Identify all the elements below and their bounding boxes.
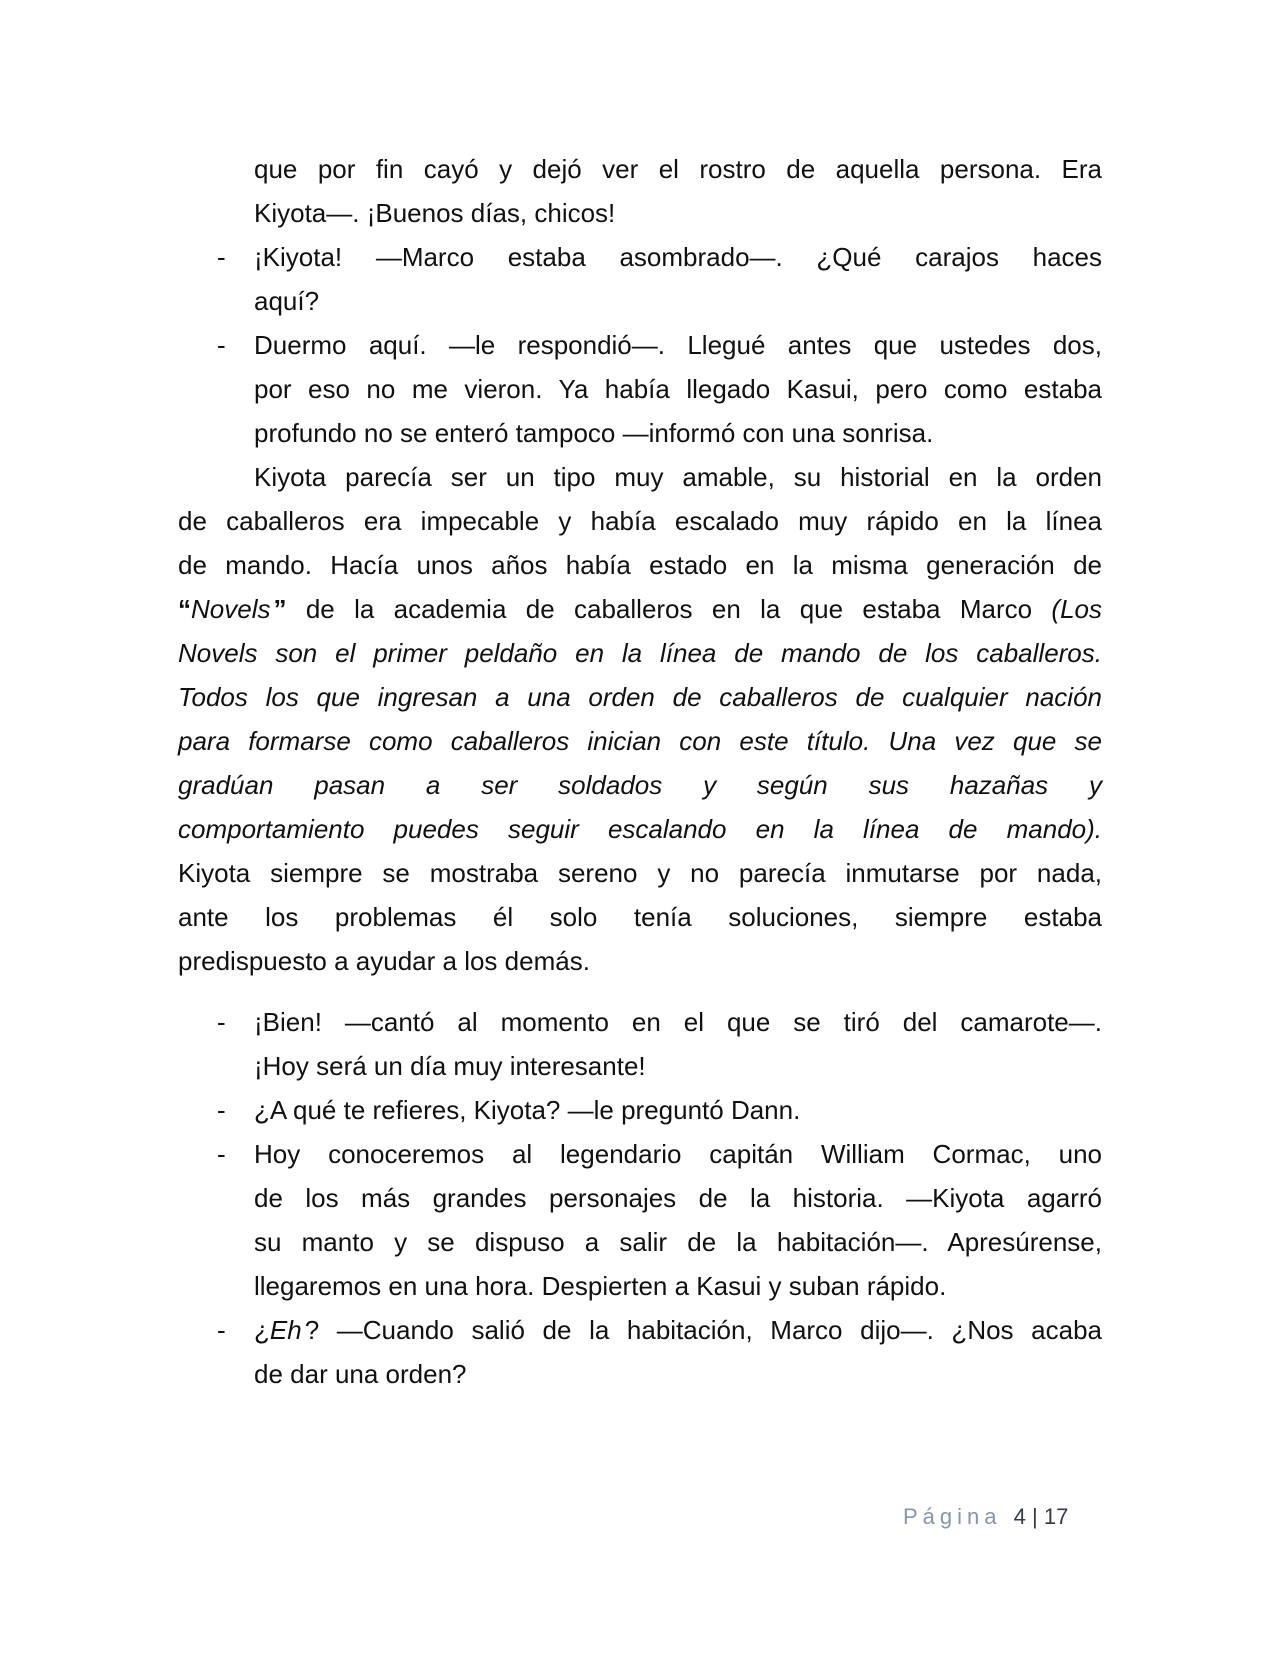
line-text <box>178 543 1102 587</box>
text-span: ? —Cuando salió de la habitación, Marco dijo—. ¿Nos acaba <box>304 1315 1102 1345</box>
line-text <box>178 675 1102 719</box>
text-span: de dar una orden? <box>254 1359 467 1389</box>
line-text <box>254 1132 1102 1176</box>
italic-text: Todos los que ingresan a una orden de caballeros de cualquier nación <box>178 682 1102 712</box>
text-span: de caballeros era impecable y había escalado muy rápido en la línea <box>178 506 1102 536</box>
text-line <box>178 1132 1102 1176</box>
italic-text: Eh <box>269 1315 302 1345</box>
line-text <box>178 895 1102 939</box>
text-span: que por fin cayó y dejó ver el rostro de aquella persona. Era <box>254 154 1102 184</box>
text-span: Kiyota parecía ser un tipo muy amable, su historial en la orden <box>254 462 1102 492</box>
text-line <box>178 1308 1102 1352</box>
line-text <box>254 1352 1102 1396</box>
text-span: “ <box>178 594 191 624</box>
text-line <box>178 323 1102 367</box>
text-span: profundo no se enteró tampoco —informó con una sonrisa. <box>254 418 934 448</box>
text-line <box>178 719 1102 763</box>
dialogue-dash: - <box>217 330 226 360</box>
italic-text: (Los <box>1051 594 1102 624</box>
line-gutter <box>178 1088 254 1132</box>
page-footer <box>903 1500 1068 1534</box>
text-span: por eso no me vieron. Ya había llegado Kasui, pero como estaba <box>254 374 1102 404</box>
line-gutter <box>178 1132 254 1176</box>
line-text <box>178 631 1102 675</box>
line-gutter <box>178 323 254 367</box>
italic-text: comportamiento puedes seguir escalando en la línea de mando). <box>178 814 1102 844</box>
text-line <box>178 455 1102 499</box>
text-line <box>178 763 1102 807</box>
line-text <box>254 1220 1102 1264</box>
line-text <box>178 499 1102 543</box>
text-span: de mando. Hacía unos años había estado en la misma generación de <box>178 550 1102 580</box>
text-line <box>178 1000 1102 1044</box>
text-line <box>178 411 1102 455</box>
text-line <box>178 1044 1102 1088</box>
line-text <box>178 587 1102 631</box>
page-label: Página <box>903 1504 1002 1529</box>
line-text <box>254 411 1102 455</box>
line-text <box>254 367 1102 411</box>
line-text <box>254 1044 1102 1088</box>
text-line <box>178 147 1102 191</box>
line-text <box>178 807 1102 851</box>
line-text <box>254 1264 1102 1308</box>
text-line <box>178 499 1102 543</box>
line-text <box>254 455 1102 499</box>
text-line <box>178 1088 1102 1132</box>
text-span: ¡Kiyota! —Marco estaba asombrado—. ¿Qué carajos haces <box>254 242 1102 272</box>
line-text <box>254 147 1102 191</box>
text-line <box>178 1176 1102 1220</box>
italic-text: para formarse como caballeros inician con este título. Una vez que se <box>178 726 1102 756</box>
line-text <box>178 939 1102 983</box>
line-text <box>254 279 1102 323</box>
line-text <box>254 191 1102 235</box>
text-line <box>178 675 1102 719</box>
italic-text: Novels <box>191 594 271 624</box>
page-number: 4 <box>1013 1504 1026 1529</box>
text-span: predispuesto a ayudar a los demás. <box>178 946 590 976</box>
dialogue-dash: - <box>217 1315 226 1345</box>
text-span: ¡Hoy será un día muy interesante! <box>254 1051 646 1081</box>
line-text <box>254 1000 1102 1044</box>
line-text <box>254 323 1102 367</box>
text-line <box>178 1220 1102 1264</box>
text-line <box>178 1264 1102 1308</box>
text-span: ¡Bien! —cantó al momento en el que se tiró del camarote—. <box>254 1007 1102 1037</box>
document-body <box>178 147 1102 1396</box>
text-line <box>178 895 1102 939</box>
text-span: ¿ <box>254 1315 270 1345</box>
italic-text: Novels son el primer peldaño en la línea de mando de los caballeros. <box>178 638 1102 668</box>
text-span: su manto y se dispuso a salir de la habitación—. Apresúrense, <box>254 1227 1102 1257</box>
dialogue-dash: - <box>217 1139 226 1169</box>
page-separator: | <box>1032 1504 1038 1529</box>
text-span: ¿A qué te refieres, Kiyota? —le preguntó Dann. <box>254 1095 801 1125</box>
line-text <box>254 235 1102 279</box>
text-line <box>178 807 1102 851</box>
italic-text: gradúan pasan a ser soldados y según sus hazañas y <box>178 770 1102 800</box>
line-text <box>178 719 1102 763</box>
dialogue-dash: - <box>217 1095 226 1125</box>
dialogue-dash: - <box>217 1007 226 1037</box>
text-line <box>178 939 1102 983</box>
text-line <box>178 543 1102 587</box>
text-line <box>178 367 1102 411</box>
text-span: llegaremos en una hora. Despierten a Kasui y suban rápido. <box>254 1271 947 1301</box>
text-line <box>178 851 1102 895</box>
line-gutter <box>178 1000 254 1044</box>
text-line <box>178 587 1102 631</box>
text-span: ” <box>273 594 287 624</box>
line-text <box>254 1088 1102 1132</box>
line-gutter <box>178 235 254 279</box>
line-text <box>254 1308 1102 1352</box>
text-span: ante los problemas él solo tenía soluciones, siempre estaba <box>178 902 1102 932</box>
text-span: Duermo aquí. —le respondió—. Llegué antes que ustedes dos, <box>254 330 1102 360</box>
text-line <box>178 235 1102 279</box>
text-span: Kiyota—. ¡Buenos días, chicos! <box>254 198 616 228</box>
line-gutter <box>178 1308 254 1352</box>
text-span: de la academia de caballeros en la que estaba Marco <box>286 594 1052 624</box>
line-text <box>254 1176 1102 1220</box>
text-span: Kiyota siempre se mostraba sereno y no parecía inmutarse por nada, <box>178 858 1102 888</box>
dialogue-dash: - <box>217 242 226 272</box>
text-line <box>178 1352 1102 1396</box>
text-span: aquí? <box>254 286 320 316</box>
line-text <box>178 851 1102 895</box>
text-line <box>178 631 1102 675</box>
text-line <box>178 279 1102 323</box>
page-total: 17 <box>1043 1504 1069 1529</box>
text-line <box>178 191 1102 235</box>
line-text <box>178 763 1102 807</box>
text-span: de los más grandes personajes de la historia. —Kiyota agarró <box>254 1183 1102 1213</box>
text-span: Hoy conoceremos al legendario capitán William Cormac, uno <box>254 1139 1102 1169</box>
